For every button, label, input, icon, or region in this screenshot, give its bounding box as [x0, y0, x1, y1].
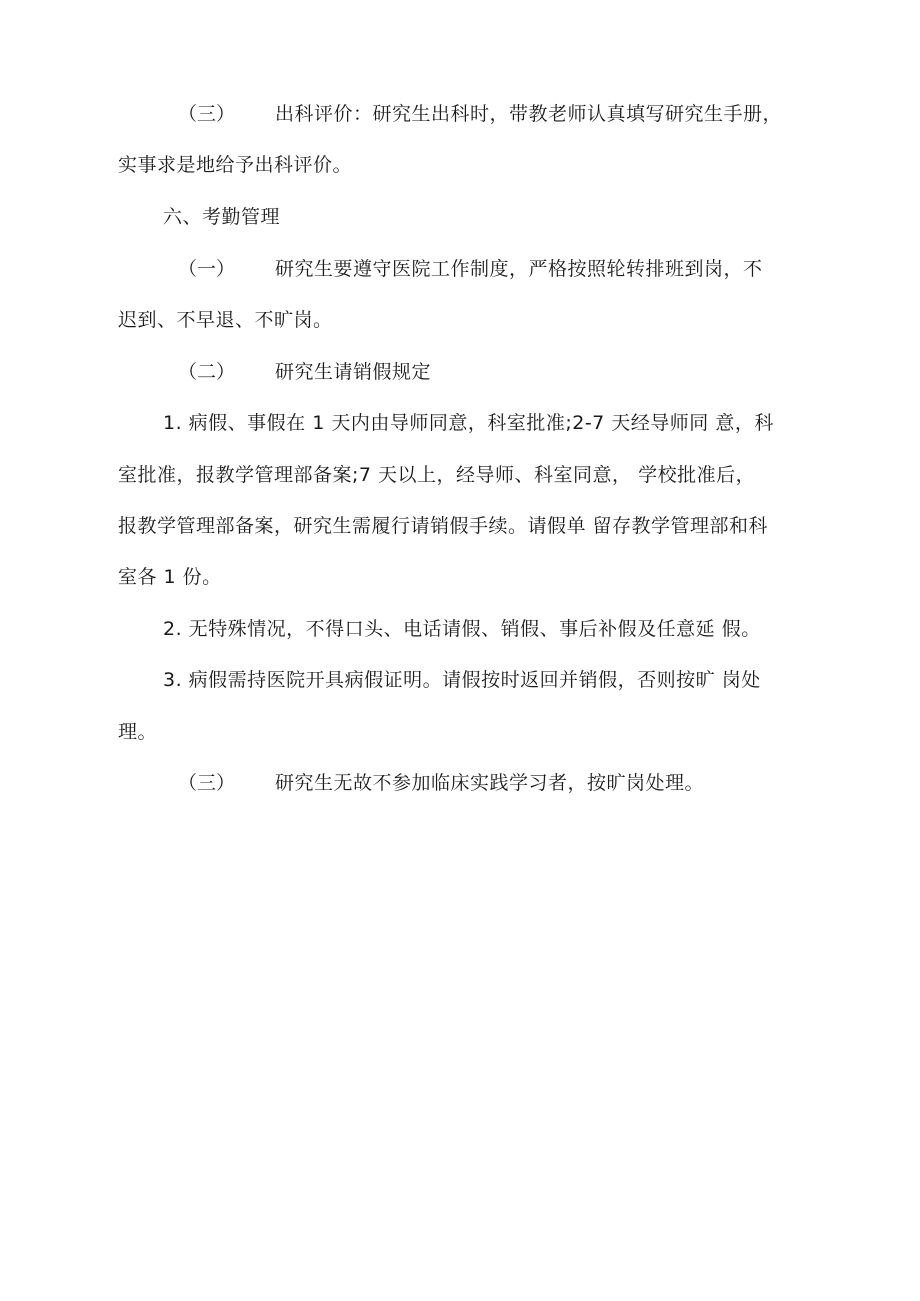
paragraph-line: 迟到、不早退、不旷岗。	[118, 309, 333, 331]
section-heading: 六、考勤管理	[163, 206, 281, 228]
item-marker: （二）	[178, 361, 236, 383]
paragraph-line: 出科评价：研究生出科时，带教老师认真填写研究生手册，	[275, 103, 783, 125]
rule-line: 3. 病假需持医院开具病假证明。请假按时返回并销假，否则按旷 岗处	[163, 669, 761, 691]
rule-line: 理。	[118, 721, 158, 743]
rule-line: 室批准，报教学管理部备案;7 天以上，经导师、科室同意， 学校批准后，	[118, 464, 756, 486]
rule-line: 报教学管理部备案，研究生需履行请销假手续。请假单 留存教学管理部和科	[118, 515, 769, 537]
item-marker: （一）	[178, 258, 236, 280]
rule-line: 1. 病假、事假在 1 天内由导师同意，科室批准;2-7 天经导师同 意，科	[163, 412, 774, 434]
item-marker: （三）	[178, 772, 236, 794]
rule-line: 室各 1 份。	[118, 566, 222, 588]
paragraph-line: 研究生无故不参加临床实践学习者，按旷岗处理。	[275, 772, 705, 794]
paragraph-line: 实事求是地给予出科评价。	[118, 154, 353, 176]
item-title: 研究生请销假规定	[275, 361, 432, 383]
rule-line: 2. 无特殊情况，不得口头、电话请假、销假、事后补假及任意延 假。	[163, 618, 761, 640]
paragraph-line: 研究生要遵守医院工作制度，严格按照轮转排班到岗，不	[275, 258, 763, 280]
section-marker: （三）	[178, 103, 236, 125]
